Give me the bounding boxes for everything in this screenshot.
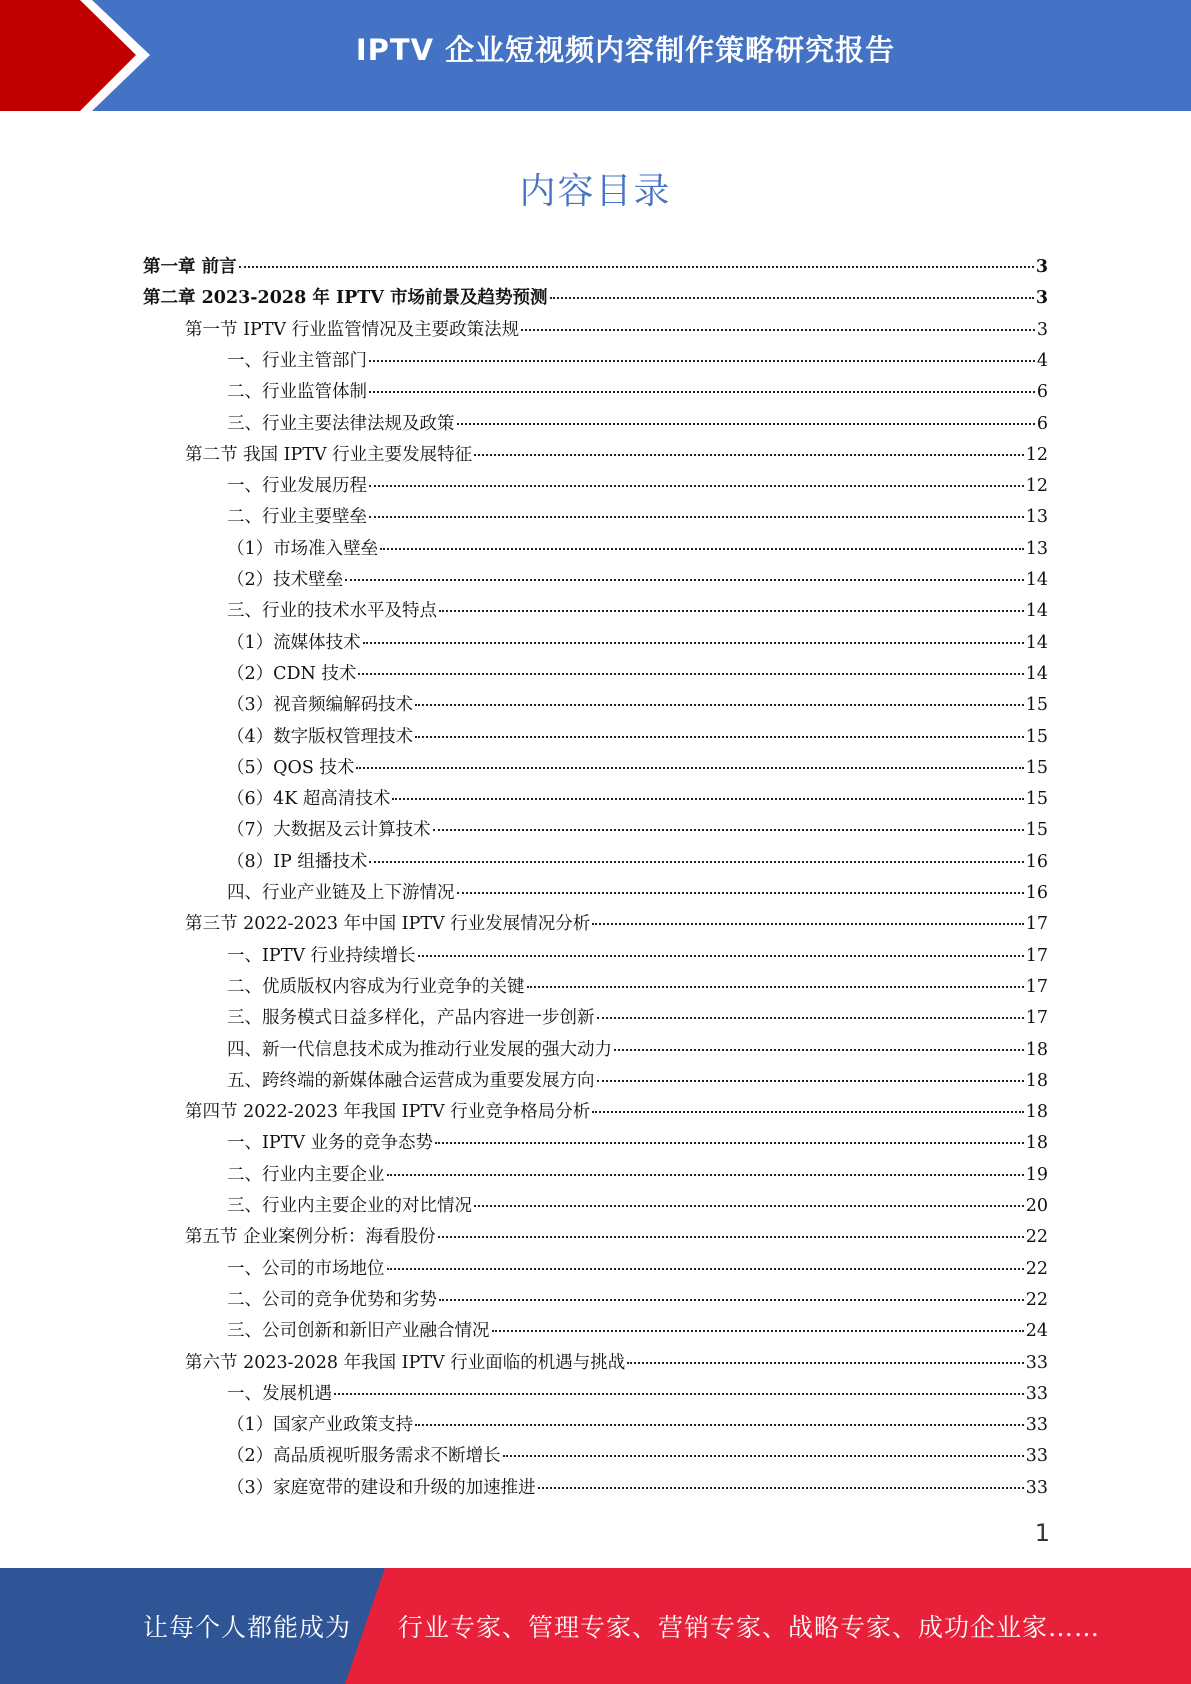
toc-dot-leader — [550, 297, 1034, 299]
toc-dot-leader — [457, 892, 1024, 894]
toc-entry-title: 第二章 2023-2028 年 IPTV 市场前景及趋势预测 — [143, 288, 548, 309]
toc-entry-page: 20 — [1025, 1196, 1048, 1216]
toc-entry-page: 17 — [1025, 1008, 1048, 1029]
toc-entry-title: 一、公司的市场地位 — [227, 1258, 385, 1279]
toc-dot-leader — [433, 829, 1024, 831]
toc-entry-page: 17 — [1025, 945, 1048, 966]
toc-entry[interactable] — [227, 660, 1048, 691]
toc-entry-title: 一、行业发展历程 — [227, 476, 367, 497]
toc-entry[interactable] — [227, 1442, 1048, 1473]
toc-entry[interactable] — [227, 1161, 1048, 1192]
toc-entry-title: （3）视音频编解码技术 — [227, 695, 414, 716]
toc-entry-page: 18 — [1025, 1102, 1048, 1123]
toc-dot-leader — [369, 485, 1024, 487]
toc-entry-title: 第三节 2022-2023 年中国 IPTV 行业发展情况分析 — [185, 914, 591, 935]
toc-entry-title: （2）技术壁垒 — [227, 570, 344, 590]
toc-entry[interactable] — [227, 942, 1048, 973]
toc-dot-leader — [415, 736, 1024, 738]
toc-entry-title: 三、服务模式日益多样化，产品内容进一步创新 — [227, 1008, 595, 1029]
toc-dot-leader — [597, 1080, 1024, 1082]
toc-entry-page: 14 — [1025, 570, 1048, 590]
toc-entry-title: 第六节 2023-2028 年我国 IPTV 行业面临的机遇与挑战 — [185, 1352, 626, 1373]
toc-entry-title: （4）数字版权管理技术 — [227, 726, 414, 747]
toc-entry-page: 33 — [1025, 1477, 1048, 1498]
toc-dot-leader — [387, 1268, 1024, 1270]
toc-entry-title: 一、行业主管部门 — [227, 350, 367, 371]
toc-entry-page: 12 — [1025, 476, 1048, 497]
page-footer — [0, 1568, 1191, 1684]
toc-entry-title: 四、行业产业链及上下游情况 — [227, 883, 455, 903]
toc-dot-leader — [415, 1424, 1024, 1426]
toc-entry[interactable] — [227, 1474, 1048, 1505]
toc-entry-page: 3 — [1036, 319, 1048, 340]
toc-entry-title: （1）流媒体技术 — [227, 632, 361, 653]
toc-entry-page: 3 — [1035, 288, 1048, 309]
footer-slogan-left: 让每个人都能成为 — [143, 1613, 352, 1642]
toc-entry[interactable] — [227, 1129, 1048, 1160]
toc-heading: 内容目录 — [519, 171, 672, 212]
toc-entry-title: 二、行业内主要企业 — [227, 1164, 385, 1185]
toc-entry-page: 22 — [1025, 1258, 1048, 1279]
toc-dot-leader — [369, 516, 1024, 518]
toc-entry-page: 22 — [1025, 1289, 1048, 1310]
toc-entry-title: （3）家庭宽带的建设和升级的加速推进 — [227, 1477, 536, 1498]
toc-dot-leader — [387, 1174, 1024, 1176]
toc-entry-page: 4 — [1036, 350, 1048, 371]
toc-dot-leader — [345, 579, 1024, 581]
toc-entry-page: 33 — [1025, 1446, 1048, 1467]
toc-entry[interactable] — [143, 253, 1048, 284]
toc-entry[interactable] — [227, 503, 1048, 534]
toc-entry-page: 14 — [1025, 601, 1048, 622]
toc-entry-page: 17 — [1025, 976, 1048, 997]
toc-entry[interactable] — [227, 816, 1048, 847]
toc-entry-page: 15 — [1025, 695, 1048, 716]
toc-entry-title: 二、行业监管体制 — [227, 382, 367, 403]
toc-entry-title: （5）QOS 技术 — [227, 757, 355, 778]
toc-dot-leader — [474, 1205, 1024, 1207]
toc-entry-page: 13 — [1025, 507, 1048, 528]
toc-dot-leader — [239, 266, 1034, 268]
toc-entry[interactable] — [227, 1255, 1048, 1286]
toc-entry-page: 19 — [1025, 1164, 1048, 1185]
toc-entry[interactable] — [185, 1098, 1048, 1129]
toc-entry-page: 12 — [1025, 444, 1048, 465]
toc-entry-title: 一、发展机遇 — [227, 1383, 332, 1404]
toc-dot-leader — [435, 1142, 1024, 1144]
toc-dot-leader — [503, 1455, 1024, 1457]
toc-entry[interactable] — [227, 597, 1048, 628]
toc-entry-title: 第五节 企业案例分析：海看股份 — [185, 1227, 436, 1248]
toc-entry-page: 17 — [1025, 914, 1048, 935]
toc-entry-title: 四、新一代信息技术成为推动行业发展的强大动力 — [227, 1039, 612, 1060]
toc-entry[interactable] — [227, 566, 1048, 597]
toc-entry-title: 第四节 2022-2023 年我国 IPTV 行业竞争格局分析 — [185, 1102, 591, 1123]
toc-entry-page: 33 — [1025, 1415, 1048, 1436]
toc-dot-leader — [363, 642, 1024, 644]
toc-entry[interactable] — [227, 1192, 1048, 1223]
toc-entry[interactable] — [227, 629, 1048, 660]
toc-entry[interactable] — [227, 785, 1048, 816]
toc-dot-leader — [358, 673, 1023, 675]
toc-entry-page: 33 — [1025, 1352, 1048, 1373]
toc-entry[interactable] — [227, 347, 1048, 378]
toc-entry-title: 第二节 我国 IPTV 行业主要发展特征 — [185, 444, 473, 465]
toc-entry-page: 22 — [1025, 1227, 1048, 1248]
toc-entry-page: 3 — [1035, 257, 1048, 277]
toc-dot-leader — [592, 923, 1023, 925]
toc-entry-title: （7）大数据及云计算技术 — [227, 820, 431, 841]
toc-dot-leader — [492, 1330, 1024, 1332]
toc-entry[interactable] — [227, 754, 1048, 785]
toc-entry-title: 第一章 前言 — [143, 257, 237, 277]
toc-entry[interactable] — [185, 441, 1048, 472]
toc-dot-leader — [457, 423, 1035, 425]
toc-dot-leader — [521, 329, 1035, 331]
toc-dot-leader — [438, 1236, 1024, 1238]
toc-entry[interactable] — [185, 1349, 1048, 1380]
toc-entry[interactable] — [227, 378, 1048, 409]
toc-entry[interactable] — [227, 848, 1048, 879]
toc-entry-page: 24 — [1025, 1321, 1048, 1342]
toc-entry-page: 14 — [1025, 632, 1048, 653]
toc-dot-leader — [369, 861, 1023, 863]
toc-entry-page: 15 — [1025, 789, 1048, 810]
toc-entry[interactable] — [143, 284, 1048, 315]
toc-dot-leader — [334, 1393, 1024, 1395]
toc-entry-page: 33 — [1025, 1383, 1048, 1404]
toc-entry[interactable] — [227, 1411, 1048, 1442]
toc-entry-page: 16 — [1025, 851, 1048, 872]
footer-slogan-right: 行业专家、管理专家、营销专家、战略专家、成功企业家…… — [398, 1613, 1101, 1642]
toc-entry-title: 二、公司的竞争优势和劣势 — [227, 1289, 437, 1310]
toc-entry[interactable] — [227, 535, 1048, 566]
toc-dot-leader — [614, 1049, 1024, 1051]
toc-dot-leader — [627, 1362, 1023, 1364]
toc-dot-leader — [418, 955, 1024, 957]
toc-entry[interactable] — [185, 1223, 1048, 1254]
toc-dot-leader — [527, 986, 1024, 988]
toc-entry-page: 18 — [1025, 1070, 1048, 1091]
toc-entry-title: 三、行业的技术水平及特点 — [227, 601, 437, 622]
toc-entry[interactable] — [227, 1004, 1048, 1035]
toc-entry-page: 14 — [1025, 663, 1048, 684]
toc-entry[interactable] — [227, 1317, 1048, 1348]
toc-dot-leader — [415, 704, 1024, 706]
toc-entry-title: （1）市场准入壁垒 — [227, 538, 379, 559]
toc-entry[interactable] — [227, 1067, 1048, 1098]
toc-entry[interactable] — [227, 472, 1048, 503]
toc-dot-leader — [369, 360, 1035, 362]
toc-entry-page: 15 — [1025, 757, 1048, 778]
toc-entry-title: （2）CDN 技术 — [227, 663, 357, 684]
toc-entry-title: 五、跨终端的新媒体融合运营成为重要发展方向 — [227, 1070, 595, 1091]
toc-dot-leader — [474, 454, 1024, 456]
toc-entry-title: 一、IPTV 业务的竞争态势 — [227, 1133, 434, 1154]
toc-entry-page: 15 — [1025, 726, 1048, 747]
toc-entry-page: 18 — [1025, 1133, 1048, 1154]
toc-dot-leader — [538, 1487, 1024, 1489]
toc-entry[interactable] — [227, 973, 1048, 1004]
report-title: IPTV 企业短视频内容制作策略研究报告 — [355, 33, 896, 67]
toc-entry-title: （8）IP 组播技术 — [227, 851, 368, 872]
toc-entry-page: 18 — [1025, 1039, 1048, 1060]
toc-dot-leader — [597, 1017, 1024, 1019]
toc-entry[interactable] — [227, 410, 1048, 441]
toc-entry-title: （1）国家产业政策支持 — [227, 1415, 414, 1436]
toc-dot-leader — [356, 767, 1023, 769]
toc-entry[interactable] — [185, 316, 1048, 347]
toc-dot-leader — [439, 610, 1024, 612]
toc-entry-title: （2）高品质视听服务需求不断增长 — [227, 1446, 501, 1467]
toc-dot-leader — [392, 798, 1023, 800]
toc-entry[interactable] — [227, 723, 1048, 754]
toc-entry[interactable] — [227, 879, 1048, 910]
toc-entry-title: （6）4K 超高清技术 — [227, 789, 391, 810]
toc-entry-title: 二、优质版权内容成为行业竞争的关键 — [227, 976, 525, 997]
toc-entry-title: 一、IPTV 行业持续增长 — [227, 945, 416, 966]
toc-entry-title: 三、行业内主要企业的对比情况 — [227, 1196, 472, 1216]
toc-dot-leader — [380, 548, 1024, 550]
toc-entry-page: 13 — [1025, 538, 1048, 559]
toc-entry-page: 15 — [1025, 820, 1048, 841]
toc-entry[interactable] — [227, 1380, 1048, 1411]
toc-entry-title: 三、公司创新和新旧产业融合情况 — [227, 1321, 490, 1342]
toc-entry[interactable] — [185, 910, 1048, 941]
toc-dot-leader — [369, 391, 1035, 393]
toc-dot-leader — [592, 1111, 1023, 1113]
page-number: 1 — [1034, 1519, 1050, 1547]
toc-entry-page: 6 — [1036, 413, 1048, 434]
toc-entry[interactable] — [227, 1036, 1048, 1067]
toc-dot-leader — [439, 1299, 1024, 1301]
toc-entry-page: 16 — [1025, 883, 1048, 903]
toc-entry-page: 6 — [1036, 382, 1048, 403]
toc-entry-title: 第一节 IPTV 行业监管情况及主要政策法规 — [185, 319, 520, 340]
page-header — [0, 0, 1191, 111]
toc-entry[interactable] — [227, 691, 1048, 722]
toc-entry[interactable] — [227, 1286, 1048, 1317]
toc-entry-title: 三、行业主要法律法规及政策 — [227, 413, 455, 434]
toc-entry-title: 二、行业主要壁垒 — [227, 507, 367, 528]
